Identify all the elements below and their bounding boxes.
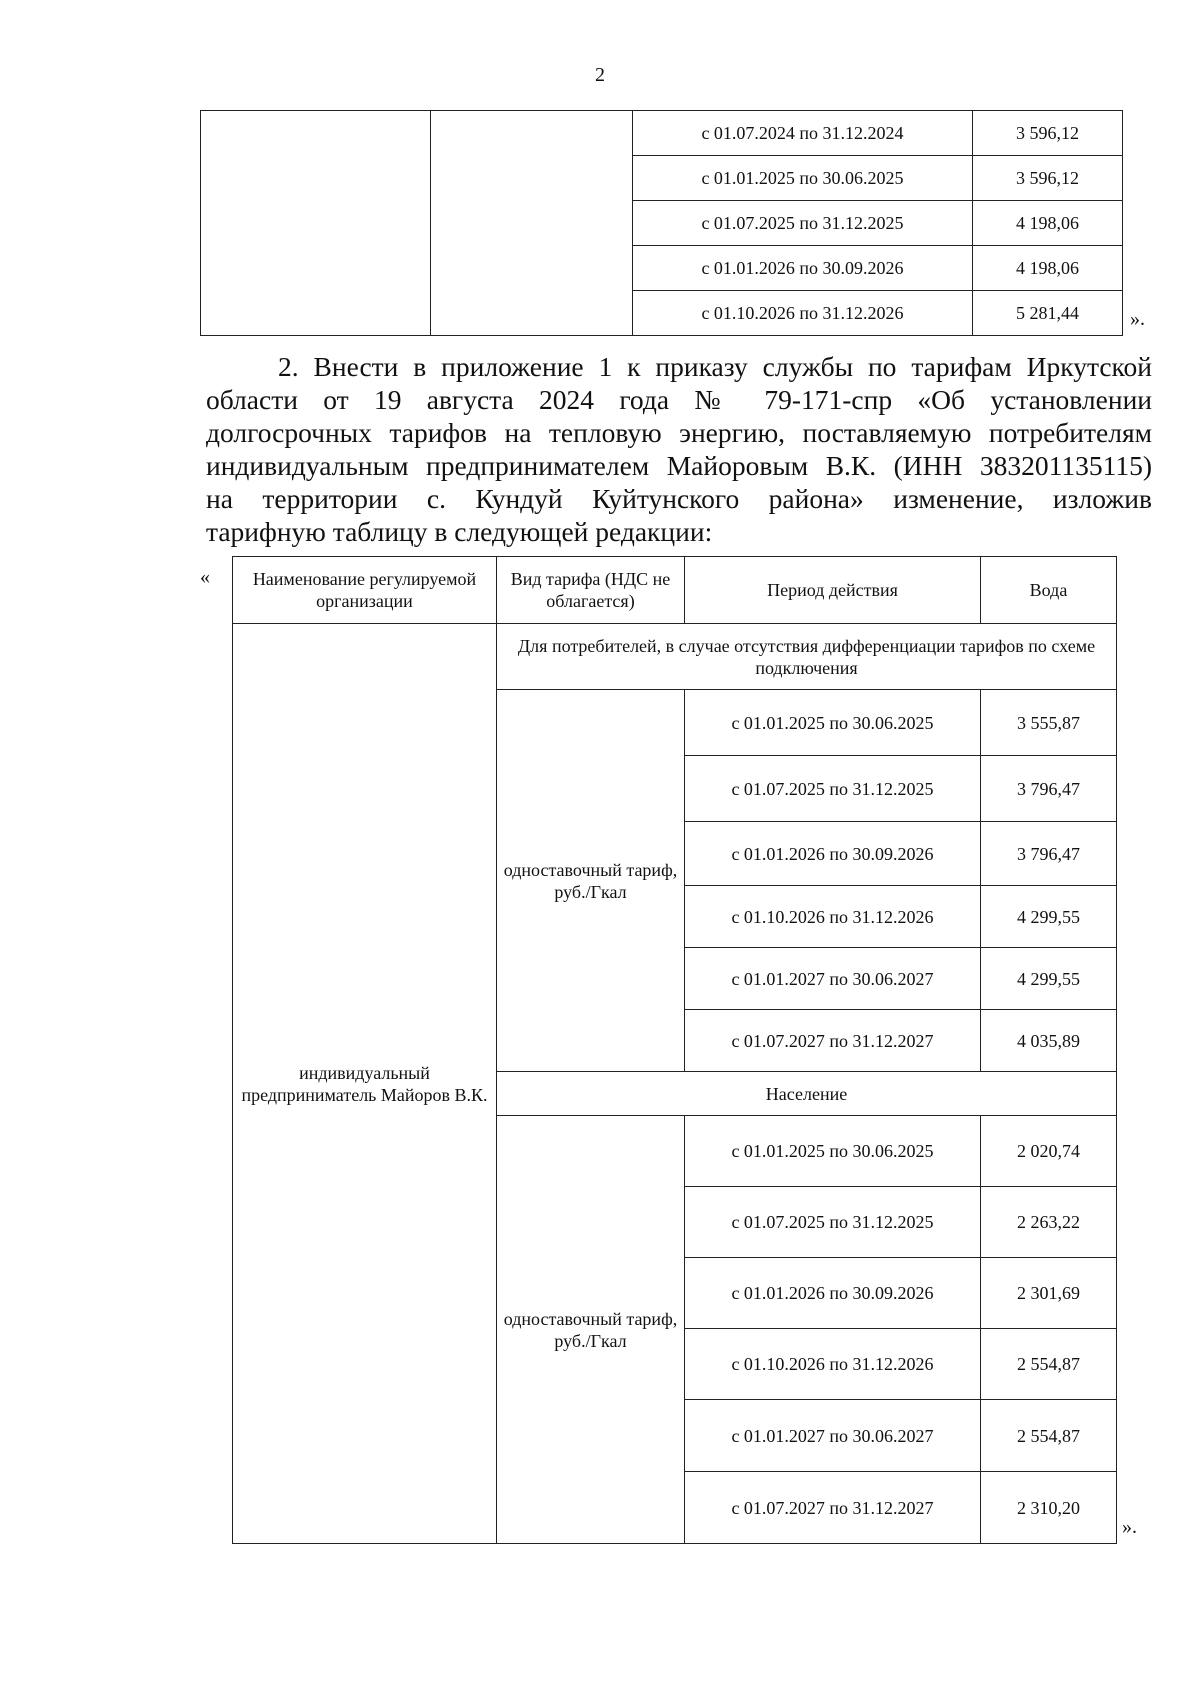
section-title-row [233,624,1117,690]
period-cell: с 01.01.2025 по 30.06.2025 [633,156,973,201]
tariff-table-continuation [200,110,1123,336]
section2-title: Население [497,1072,1117,1116]
paragraph-line: тарифную таблицу в следующей редакции: [206,516,713,547]
period-cell: с 01.01.2025 по 30.06.2025 [685,690,981,756]
period-cell: с 01.10.2026 по 31.12.2026 [685,886,981,948]
value-cell: 3 555,87 [981,690,1117,756]
value-cell: 2 554,87 [981,1329,1117,1400]
empty-org-cell [201,111,431,336]
period-cell: с 01.07.2025 по 31.12.2025 [685,1187,981,1258]
closing-quote: ». [1130,308,1145,330]
period-cell: с 01.07.2025 по 31.12.2025 [633,201,973,246]
org-name-cell: индивидуальный предприниматель Майоров В.К. [233,624,497,1544]
paragraph-line: на территории с. Кундуй Куйтунского района» изменение, изложив [206,483,1152,514]
value-cell: 2 310,20 [981,1472,1117,1544]
period-cell: с 01.07.2027 по 31.12.2027 [685,1472,981,1544]
value-cell: 2 554,87 [981,1400,1117,1472]
period-cell: с 01.01.2026 по 30.09.2026 [633,246,973,291]
tariff-table [232,556,1117,1544]
value-cell: 2 301,69 [981,1258,1117,1329]
value-cell: 3 796,47 [981,822,1117,886]
period-cell: с 01.10.2026 по 31.12.2026 [633,291,973,336]
table-header-row [233,557,1117,624]
paragraph-line: 2. Внести в приложение 1 к приказу службы по тарифам Иркутской [278,351,1152,382]
value-cell: 4 035,89 [981,1010,1117,1072]
opening-quote: « [200,566,210,588]
header-tariff-type: Вид тарифа (НДС не облагается) [497,557,685,624]
section2-tariff-type: одноставочный тариф, руб./Гкал [497,1116,685,1544]
value-cell: 4 299,55 [981,948,1117,1010]
period-cell: с 01.01.2027 по 30.06.2027 [685,948,981,1010]
value-cell: 2 263,22 [981,1187,1117,1258]
empty-type-cell [431,111,633,336]
amendment-paragraph [206,350,1152,548]
period-cell: с 01.01.2027 по 30.06.2027 [685,1400,981,1472]
period-cell: с 01.07.2027 по 31.12.2027 [685,1010,981,1072]
paragraph-line: долгосрочных тарифов на тепловую энергию, поставляемую потребителям [206,417,1152,448]
period-cell: с 01.07.2024 по 31.12.2024 [633,111,973,156]
value-cell: 2 020,74 [981,1116,1117,1187]
period-cell: с 01.01.2025 по 30.06.2025 [685,1116,981,1187]
table-row [201,111,1123,156]
period-cell: с 01.01.2026 по 30.09.2026 [685,822,981,886]
closing-quote: ». [1122,1516,1137,1538]
period-cell: с 01.07.2025 по 31.12.2025 [685,756,981,822]
section1-title: Для потребителей, в случае отсутствия дифференциации тарифов по схеме подключения [497,624,1117,690]
paragraph-line: области от 19 августа 2024 года № 79-171-спр «Об установлении [206,384,1152,415]
value-cell: 3 596,12 [973,156,1123,201]
period-cell: с 01.10.2026 по 31.12.2026 [685,1329,981,1400]
header-org: Наименование регулируемой организации [233,557,497,624]
section1-tariff-type: одноставочный тариф, руб./Гкал [497,690,685,1072]
page-number: 2 [595,64,605,86]
value-cell: 4 198,06 [973,246,1123,291]
paragraph-line: индивидуальным предпринимателем Майоровым В.К. (ИНН 383201135115) [206,450,1152,481]
value-cell: 3 796,47 [981,756,1117,822]
header-period: Период действия [685,557,981,624]
value-cell: 4 299,55 [981,886,1117,948]
value-cell: 5 281,44 [973,291,1123,336]
value-cell: 3 596,12 [973,111,1123,156]
value-cell: 4 198,06 [973,201,1123,246]
period-cell: с 01.01.2026 по 30.09.2026 [685,1258,981,1329]
header-water: Вода [981,557,1117,624]
